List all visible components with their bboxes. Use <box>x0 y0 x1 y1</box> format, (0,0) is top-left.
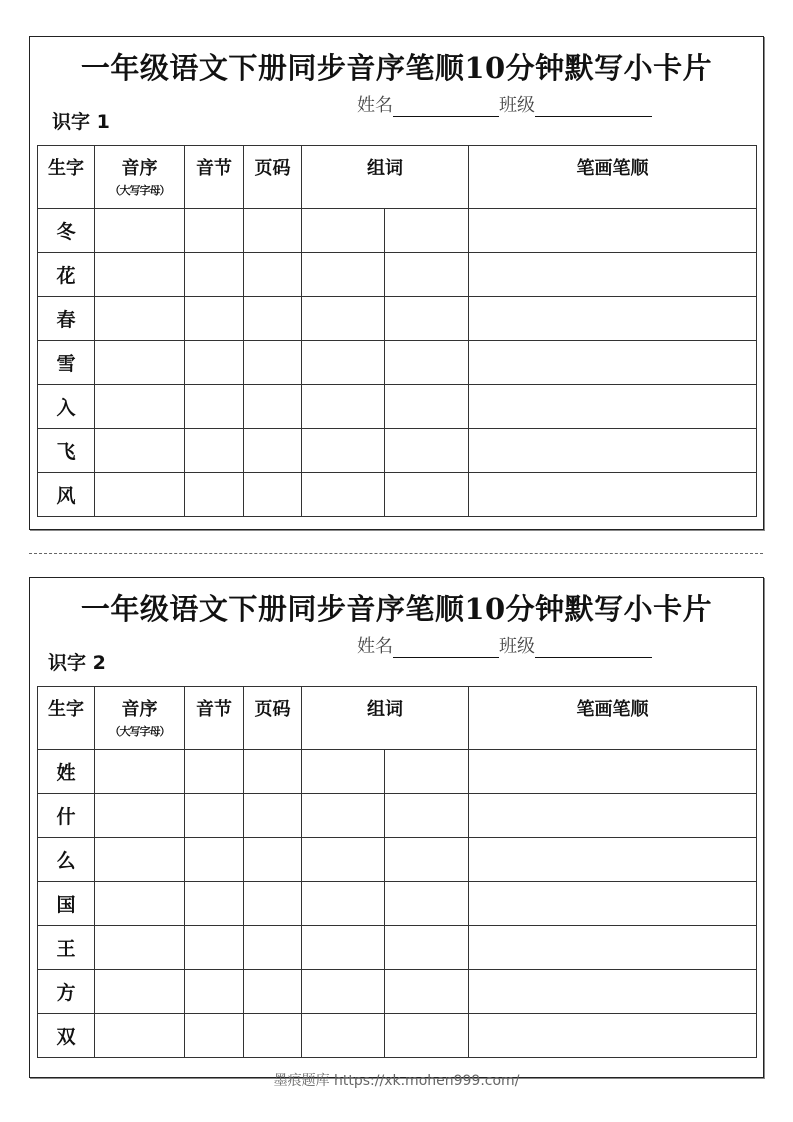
strokes-cell[interactable] <box>469 429 757 473</box>
name-class-row <box>357 632 652 658</box>
class-blank[interactable] <box>535 639 652 658</box>
syllable-cell[interactable] <box>185 253 244 297</box>
header-words: 组词 <box>302 687 469 750</box>
table-row <box>38 882 757 926</box>
dictation-table <box>37 686 757 1058</box>
page-cell[interactable] <box>244 429 302 473</box>
char-cell: 入 <box>38 385 95 429</box>
char-cell: 双 <box>38 1014 95 1058</box>
header-words: 组词 <box>302 146 469 209</box>
initial-cell[interactable] <box>95 794 185 838</box>
word-cell-2[interactable] <box>385 1014 469 1058</box>
table-row <box>38 209 757 253</box>
word-cell-1[interactable] <box>302 1014 385 1058</box>
word-cell-2[interactable] <box>385 970 469 1014</box>
table-row <box>38 750 757 794</box>
header-page: 页码 <box>244 687 302 750</box>
word-cell-1[interactable] <box>302 750 385 794</box>
strokes-cell[interactable] <box>469 838 757 882</box>
table-row <box>38 385 757 429</box>
page-cell[interactable] <box>244 473 302 517</box>
initial-cell[interactable] <box>95 297 185 341</box>
syllable-cell[interactable] <box>185 385 244 429</box>
char-cell: 王 <box>38 926 95 970</box>
syllable-cell[interactable] <box>185 838 244 882</box>
syllable-cell[interactable] <box>185 750 244 794</box>
initial-cell[interactable] <box>95 253 185 297</box>
word-cell-1[interactable] <box>302 341 385 385</box>
page-cell[interactable] <box>244 882 302 926</box>
class-blank[interactable] <box>535 98 652 117</box>
table-row <box>38 341 757 385</box>
word-cell-2[interactable] <box>385 926 469 970</box>
word-cell-2[interactable] <box>385 209 469 253</box>
word-cell-1[interactable] <box>302 429 385 473</box>
word-cell-1[interactable] <box>302 209 385 253</box>
syllable-cell[interactable] <box>185 926 244 970</box>
strokes-cell[interactable] <box>469 926 757 970</box>
char-cell: 冬 <box>38 209 95 253</box>
table-row <box>38 926 757 970</box>
header-initial: 音序 （大写字母） <box>95 146 185 209</box>
syllable-cell[interactable] <box>185 882 244 926</box>
initial-cell[interactable] <box>95 429 185 473</box>
class-label: 班级 <box>499 95 535 116</box>
page-cell[interactable] <box>244 750 302 794</box>
initial-cell[interactable] <box>95 838 185 882</box>
char-cell: 什 <box>38 794 95 838</box>
lesson-label: 识字 2 <box>48 652 106 674</box>
page-cell[interactable] <box>244 1014 302 1058</box>
header-initial: 音序 （大写字母） <box>95 687 185 750</box>
syllable-cell[interactable] <box>185 794 244 838</box>
header-page: 页码 <box>244 146 302 209</box>
header-char: 生字 <box>38 146 95 209</box>
syllable-cell[interactable] <box>185 341 244 385</box>
strokes-cell[interactable] <box>469 882 757 926</box>
footer-watermark: 墨痕题库 https://xk.mohen999.com/ <box>273 1073 520 1089</box>
strokes-cell[interactable] <box>469 970 757 1014</box>
page-cell[interactable] <box>244 385 302 429</box>
word-cell-1[interactable] <box>302 882 385 926</box>
header-char: 生字 <box>38 687 95 750</box>
header-strokes: 笔画笔顺 <box>469 687 757 750</box>
char-cell: 花 <box>38 253 95 297</box>
word-cell-1[interactable] <box>302 297 385 341</box>
header-syllable: 音节 <box>185 687 244 750</box>
syllable-cell[interactable] <box>185 429 244 473</box>
name-label: 姓名 <box>357 636 393 657</box>
card-title: 一年级语文下册同步音序笔顺10分钟默写小卡片 <box>80 51 713 85</box>
dictation-card-2 <box>29 577 764 1078</box>
word-cell-2[interactable] <box>385 341 469 385</box>
name-blank[interactable] <box>393 98 499 117</box>
initial-cell[interactable] <box>95 750 185 794</box>
card-title: 一年级语文下册同步音序笔顺10分钟默写小卡片 <box>80 592 713 626</box>
page-cell[interactable] <box>244 926 302 970</box>
table-header-row <box>38 687 757 750</box>
page-cell[interactable] <box>244 297 302 341</box>
header-initial-note: （大写字母） <box>109 184 170 197</box>
word-cell-2[interactable] <box>385 253 469 297</box>
word-cell-1[interactable] <box>302 385 385 429</box>
strokes-cell[interactable] <box>469 253 757 297</box>
cut-line-divider <box>29 553 763 554</box>
word-cell-2[interactable] <box>385 429 469 473</box>
char-cell: 雪 <box>38 341 95 385</box>
syllable-cell[interactable] <box>185 297 244 341</box>
page-cell[interactable] <box>244 253 302 297</box>
dictation-table <box>37 145 757 517</box>
word-cell-2[interactable] <box>385 473 469 517</box>
initial-cell[interactable] <box>95 970 185 1014</box>
table-row <box>38 838 757 882</box>
syllable-cell[interactable] <box>185 970 244 1014</box>
strokes-cell[interactable] <box>469 385 757 429</box>
word-cell-1[interactable] <box>302 794 385 838</box>
header-initial-note: （大写字母） <box>109 725 170 738</box>
strokes-cell[interactable] <box>469 473 757 517</box>
page-cell[interactable] <box>244 970 302 1014</box>
syllable-cell[interactable] <box>185 1014 244 1058</box>
initial-cell[interactable] <box>95 341 185 385</box>
syllable-cell[interactable] <box>185 473 244 517</box>
table-row <box>38 297 757 341</box>
dictation-card-1 <box>29 36 764 530</box>
initial-cell[interactable] <box>95 473 185 517</box>
char-cell: 国 <box>38 882 95 926</box>
initial-cell[interactable] <box>95 1014 185 1058</box>
initial-cell[interactable] <box>95 385 185 429</box>
initial-cell[interactable] <box>95 926 185 970</box>
syllable-cell[interactable] <box>185 209 244 253</box>
char-cell: 风 <box>38 473 95 517</box>
header-syllable: 音节 <box>185 146 244 209</box>
word-cell-2[interactable] <box>385 794 469 838</box>
name-class-row <box>357 91 652 117</box>
word-cell-1[interactable] <box>302 838 385 882</box>
char-cell: 春 <box>38 297 95 341</box>
word-cell-1[interactable] <box>302 253 385 297</box>
table-row <box>38 970 757 1014</box>
page-cell[interactable] <box>244 341 302 385</box>
word-cell-1[interactable] <box>302 473 385 517</box>
strokes-cell[interactable] <box>469 1014 757 1058</box>
table-row <box>38 253 757 297</box>
strokes-cell[interactable] <box>469 209 757 253</box>
table-row <box>38 1014 757 1058</box>
char-cell: 方 <box>38 970 95 1014</box>
strokes-cell[interactable] <box>469 341 757 385</box>
table-header-row <box>38 146 757 209</box>
name-blank[interactable] <box>393 639 499 658</box>
word-cell-2[interactable] <box>385 297 469 341</box>
word-cell-1[interactable] <box>302 926 385 970</box>
table-row <box>38 429 757 473</box>
word-cell-2[interactable] <box>385 750 469 794</box>
strokes-cell[interactable] <box>469 794 757 838</box>
char-cell: 飞 <box>38 429 95 473</box>
strokes-cell[interactable] <box>469 297 757 341</box>
header-strokes: 笔画笔顺 <box>469 146 757 209</box>
table-row <box>38 794 757 838</box>
char-cell: 么 <box>38 838 95 882</box>
word-cell-2[interactable] <box>385 385 469 429</box>
class-label: 班级 <box>499 636 535 657</box>
name-label: 姓名 <box>357 95 393 116</box>
strokes-cell[interactable] <box>469 750 757 794</box>
word-cell-2[interactable] <box>385 838 469 882</box>
initial-cell[interactable] <box>95 882 185 926</box>
page-cell[interactable] <box>244 794 302 838</box>
word-cell-2[interactable] <box>385 882 469 926</box>
char-cell: 姓 <box>38 750 95 794</box>
lesson-label: 识字 1 <box>52 111 110 133</box>
initial-cell[interactable] <box>95 209 185 253</box>
table-row <box>38 473 757 517</box>
page-cell[interactable] <box>244 838 302 882</box>
page-cell[interactable] <box>244 209 302 253</box>
word-cell-1[interactable] <box>302 970 385 1014</box>
